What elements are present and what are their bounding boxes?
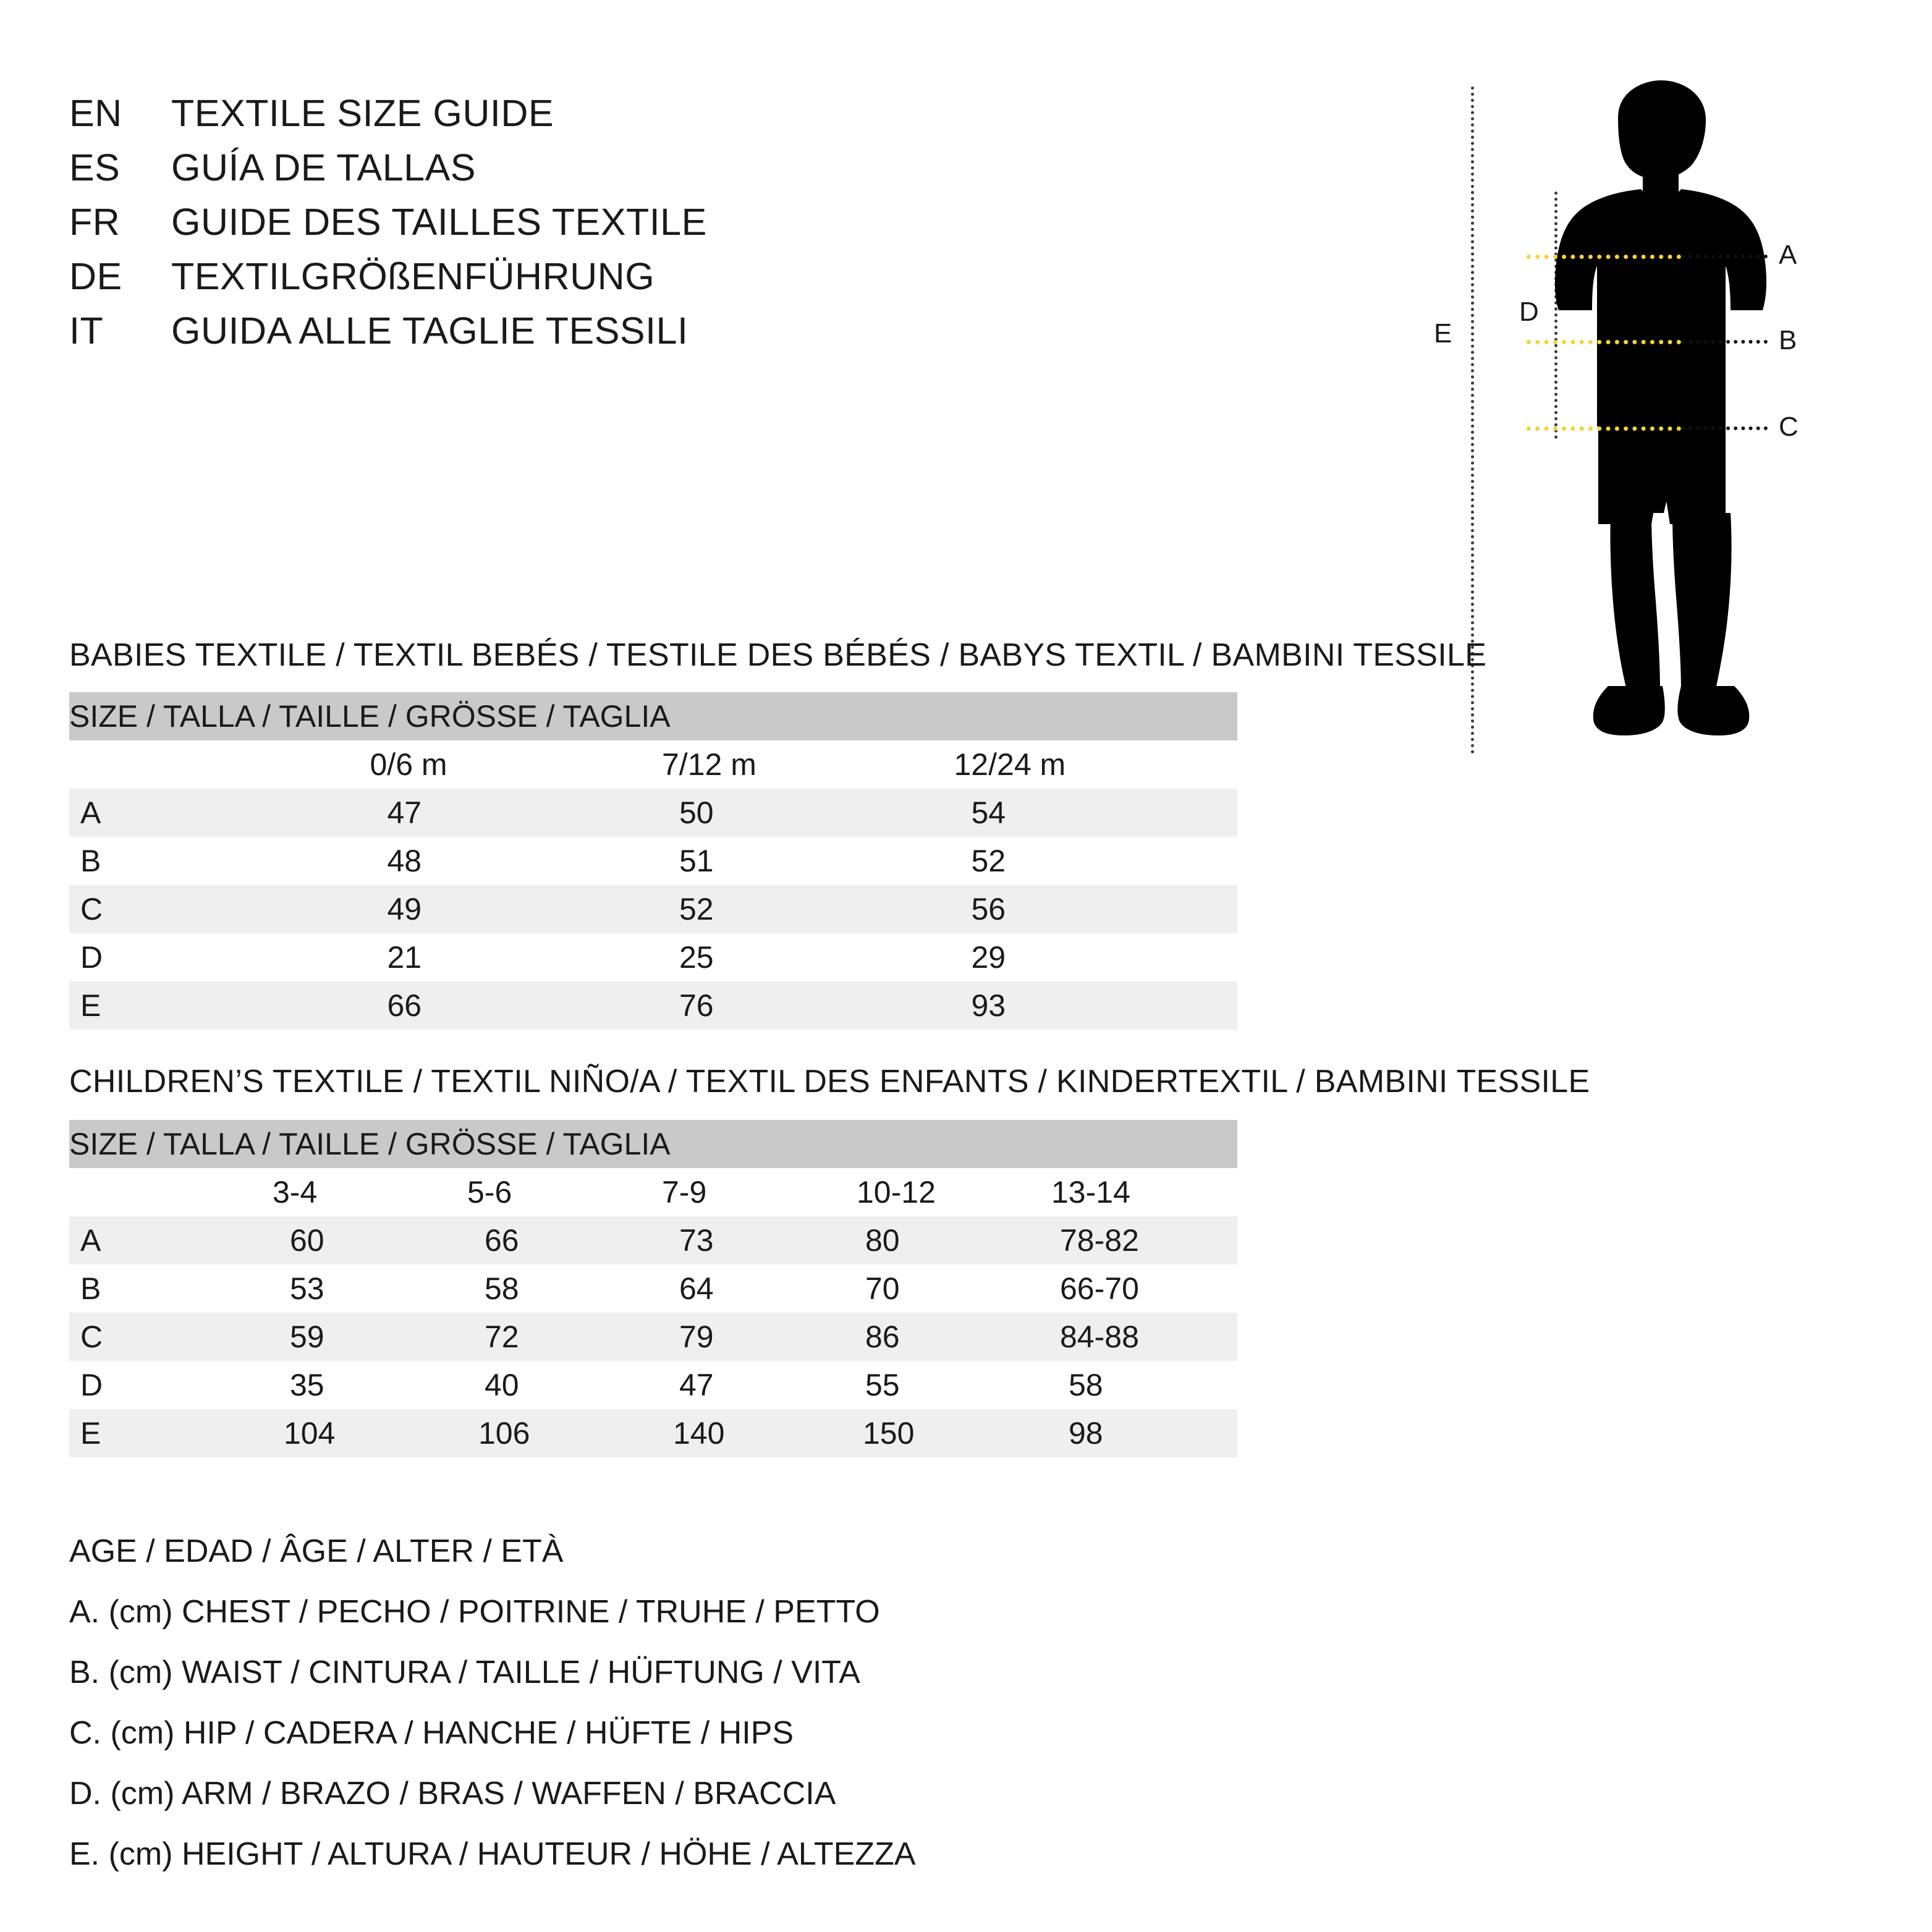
children-e-3: 150 (848, 1409, 1043, 1457)
babies-column-0: 0/6 m (362, 740, 654, 789)
babies-e-1: 76 (653, 981, 946, 1030)
language-title-en: TEXTILE SIZE GUIDE (171, 92, 554, 134)
hip-measure-line (1527, 426, 1681, 431)
children-corner-cell (69, 1168, 264, 1216)
table-row (69, 885, 1237, 933)
children-b-1: 58 (459, 1265, 653, 1313)
children-column-header-row (69, 1168, 1237, 1216)
children-column-0: 3-4 (264, 1168, 459, 1216)
language-row-en (69, 91, 1244, 146)
table-row (69, 837, 1237, 885)
children-a-2: 73 (653, 1216, 848, 1265)
legend-line-e-height: E. (cm) HEIGHT / ALTURA / HAUTEUR / HÖHE / ALTEZZA (69, 1836, 916, 1872)
children-e-4: 98 (1043, 1409, 1237, 1457)
babies-b-1: 51 (653, 837, 946, 885)
babies-table-header-row (69, 692, 1237, 740)
children-c-4: 84-88 (1043, 1313, 1237, 1361)
language-header (69, 91, 1244, 363)
babies-a-0: 47 (362, 789, 654, 837)
babies-c-2: 56 (946, 885, 1238, 933)
children-c-0: 59 (264, 1313, 459, 1361)
table-row (69, 1265, 1237, 1313)
language-title-de: TEXTILGRÖßENFÜHRUNG (171, 255, 655, 297)
babies-row-letter-d: D (69, 933, 362, 981)
children-row-letter-d: D (69, 1361, 264, 1409)
legend-line-d-arm: D. (cm) ARM / BRAZO / BRAS / WAFFEN / BRACCIA (69, 1776, 836, 1811)
babies-d-0: 21 (362, 933, 654, 981)
language-code-it: IT (69, 310, 104, 352)
figure-label-e: E (1434, 318, 1452, 349)
measurement-legend (69, 1533, 916, 1896)
figure-label-b: B (1779, 325, 1797, 355)
children-d-1: 40 (459, 1361, 653, 1409)
children-e-0: 104 (264, 1409, 459, 1457)
babies-section-title: BABIES TEXTILE / TEXTIL BEBÉS / TESTILE DES BÉBÉS / BABYS TEXTIL / BAMBINI TESSILE (69, 637, 1487, 673)
babies-table-header: SIZE / TALLA / TAILLE / GRÖSSE / TAGLIA (69, 692, 1237, 740)
babies-a-1: 50 (653, 789, 946, 837)
children-a-0: 60 (264, 1216, 459, 1265)
babies-a-2: 54 (946, 789, 1238, 837)
babies-row-letter-a: A (69, 789, 362, 837)
babies-row-letter-e: E (69, 981, 362, 1030)
child-silhouette-icon (1483, 80, 1829, 763)
babies-column-1: 7/12 m (653, 740, 946, 789)
babies-row-letter-c: C (69, 885, 362, 933)
children-row-letter-b: B (69, 1265, 264, 1313)
children-column-3: 10-12 (848, 1168, 1043, 1216)
babies-column-header-row (69, 740, 1237, 789)
children-row-letter-c: C (69, 1313, 264, 1361)
figure-label-d: D (1519, 297, 1539, 327)
babies-c-0: 49 (362, 885, 654, 933)
children-row-letter-a: A (69, 1216, 264, 1265)
table-row (69, 981, 1237, 1030)
table-row (69, 1409, 1237, 1457)
table-row (69, 1361, 1237, 1409)
children-b-2: 64 (653, 1265, 848, 1313)
language-code-de: DE (69, 255, 122, 297)
table-row (69, 1216, 1237, 1265)
hip-callout-line (1681, 426, 1768, 430)
babies-b-0: 48 (362, 837, 654, 885)
language-row-it (69, 309, 1244, 363)
children-b-0: 53 (264, 1265, 459, 1313)
legend-line-c-hip: C. (cm) HIP / CADERA / HANCHE / HÜFTE / HIPS (69, 1715, 794, 1751)
chest-measure-line (1527, 255, 1681, 259)
babies-corner-cell (69, 740, 362, 789)
language-row-de (69, 255, 1244, 309)
waist-callout-line (1681, 340, 1768, 344)
children-b-4: 66-70 (1043, 1265, 1237, 1313)
language-code-es: ES (69, 146, 121, 189)
children-e-1: 106 (459, 1409, 653, 1457)
table-row (69, 933, 1237, 981)
babies-e-2: 93 (946, 981, 1238, 1030)
children-e-2: 140 (653, 1409, 848, 1457)
children-d-3: 55 (848, 1361, 1043, 1409)
children-a-3: 80 (848, 1216, 1043, 1265)
children-d-4: 58 (1043, 1361, 1237, 1409)
language-title-es: GUÍA DE TALLAS (171, 146, 476, 189)
language-title-fr: GUIDE DES TAILLES TEXTILE (171, 201, 707, 243)
babies-d-2: 29 (946, 933, 1238, 981)
children-section-title: CHILDREN’S TEXTILE / TEXTIL NIÑO/A / TEXTIL DES ENFANTS / KINDERTEXTIL / BAMBINI TESSILE (69, 1064, 1590, 1099)
children-c-1: 72 (459, 1313, 653, 1361)
language-row-fr (69, 200, 1244, 255)
children-d-2: 47 (653, 1361, 848, 1409)
children-column-1: 5-6 (459, 1168, 653, 1216)
children-column-2: 7-9 (653, 1168, 848, 1216)
children-c-2: 79 (653, 1313, 848, 1361)
waist-measure-line (1527, 340, 1681, 344)
legend-line-age: AGE / EDAD / ÂGE / ALTER / ETÀ (69, 1533, 564, 1569)
table-row (69, 789, 1237, 837)
table-row (69, 1313, 1237, 1361)
children-table-header: SIZE / TALLA / TAILLE / GRÖSSE / TAGLIA (69, 1120, 1237, 1168)
babies-d-1: 25 (653, 933, 946, 981)
babies-row-letter-b: B (69, 837, 362, 885)
children-table-header-row (69, 1120, 1237, 1168)
babies-column-2: 12/24 m (946, 740, 1238, 789)
language-title-it: GUIDA ALLE TAGLIE TESSILI (171, 310, 688, 352)
babies-b-2: 52 (946, 837, 1238, 885)
children-d-0: 35 (264, 1361, 459, 1409)
children-column-4: 13-14 (1043, 1168, 1237, 1216)
legend-line-a-chest: A. (cm) CHEST / PECHO / POITRINE / TRUHE / PETTO (69, 1594, 880, 1630)
language-code-fr: FR (69, 201, 121, 243)
children-row-letter-e: E (69, 1409, 264, 1457)
children-a-1: 66 (459, 1216, 653, 1265)
children-b-3: 70 (848, 1265, 1043, 1313)
language-code-en: EN (69, 92, 122, 134)
babies-e-0: 66 (362, 981, 654, 1030)
babies-c-1: 52 (653, 885, 946, 933)
babies-size-table (69, 692, 1237, 1030)
language-row-es (69, 146, 1244, 200)
children-a-4: 78-82 (1043, 1216, 1237, 1265)
legend-line-b-waist: B. (cm) WAIST / CINTURA / TAILLE / HÜFTUNG / VITA (69, 1654, 860, 1690)
chest-callout-line (1681, 255, 1768, 258)
children-size-table (69, 1120, 1237, 1457)
figure-label-c: C (1779, 412, 1799, 442)
children-c-3: 86 (848, 1313, 1043, 1361)
figure-label-a: A (1779, 240, 1797, 270)
